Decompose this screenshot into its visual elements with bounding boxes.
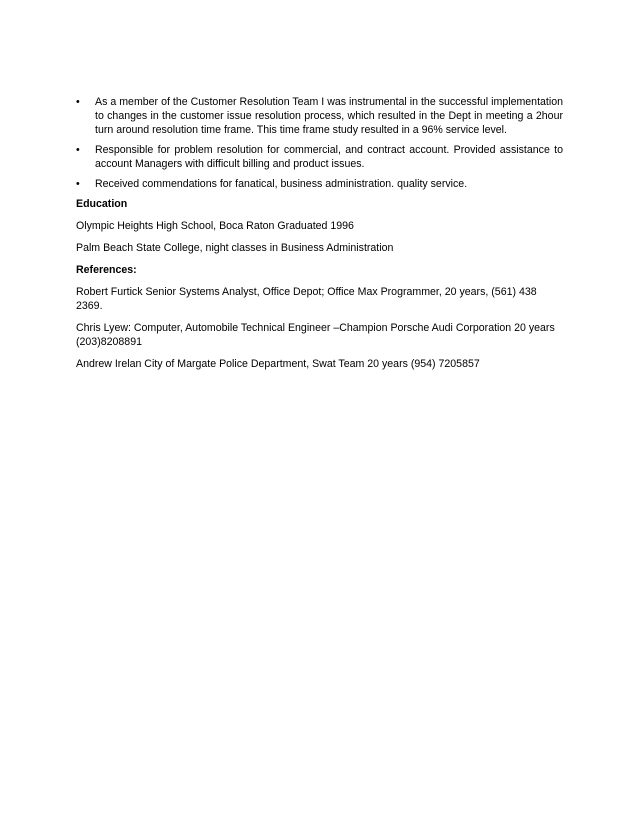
list-item	[76, 143, 563, 171]
reference-item: Robert Furtick Senior Systems Analyst, Office Depot; Office Max Programmer, 20 years, (561) 438 2369.	[76, 286, 537, 312]
experience-bullet-list	[76, 95, 563, 191]
bullet-text: Responsible for problem resolution for commercial, and contract account. Provided assistance to account Managers with difficult billing and product issues.	[95, 144, 563, 170]
references-heading: References:	[76, 264, 137, 276]
reference-item: Chris Lyew: Computer, Automobile Technical Engineer –Champion Porsche Audi Corporation 20 years (203)8208891	[76, 322, 555, 348]
list-item	[76, 177, 563, 191]
reference-item: Andrew Irelan City of Margate Police Department, Swat Team 20 years (954) 7205857	[76, 358, 480, 370]
bullet-marker: •	[76, 144, 80, 156]
list-item	[76, 95, 563, 137]
education-item: Olympic Heights High School, Boca Raton Graduated 1996	[76, 220, 354, 232]
bullet-marker: •	[76, 178, 80, 190]
bullet-text: Received commendations for fanatical, business administration. quality service.	[95, 178, 468, 190]
bullet-text: As a member of the Customer Resolution Team I was instrumental in the successful implementation to changes in the customer issue resolution process, which resulted in the Dept in meeting a 2hour turn around resolution time frame. This time frame study resulted in a 96% service level.	[95, 96, 563, 136]
resume-content	[76, 95, 563, 379]
education-heading: Education	[76, 198, 128, 210]
education-item: Palm Beach State College, night classes in Business Administration	[76, 242, 394, 254]
bullet-marker: •	[76, 96, 80, 108]
